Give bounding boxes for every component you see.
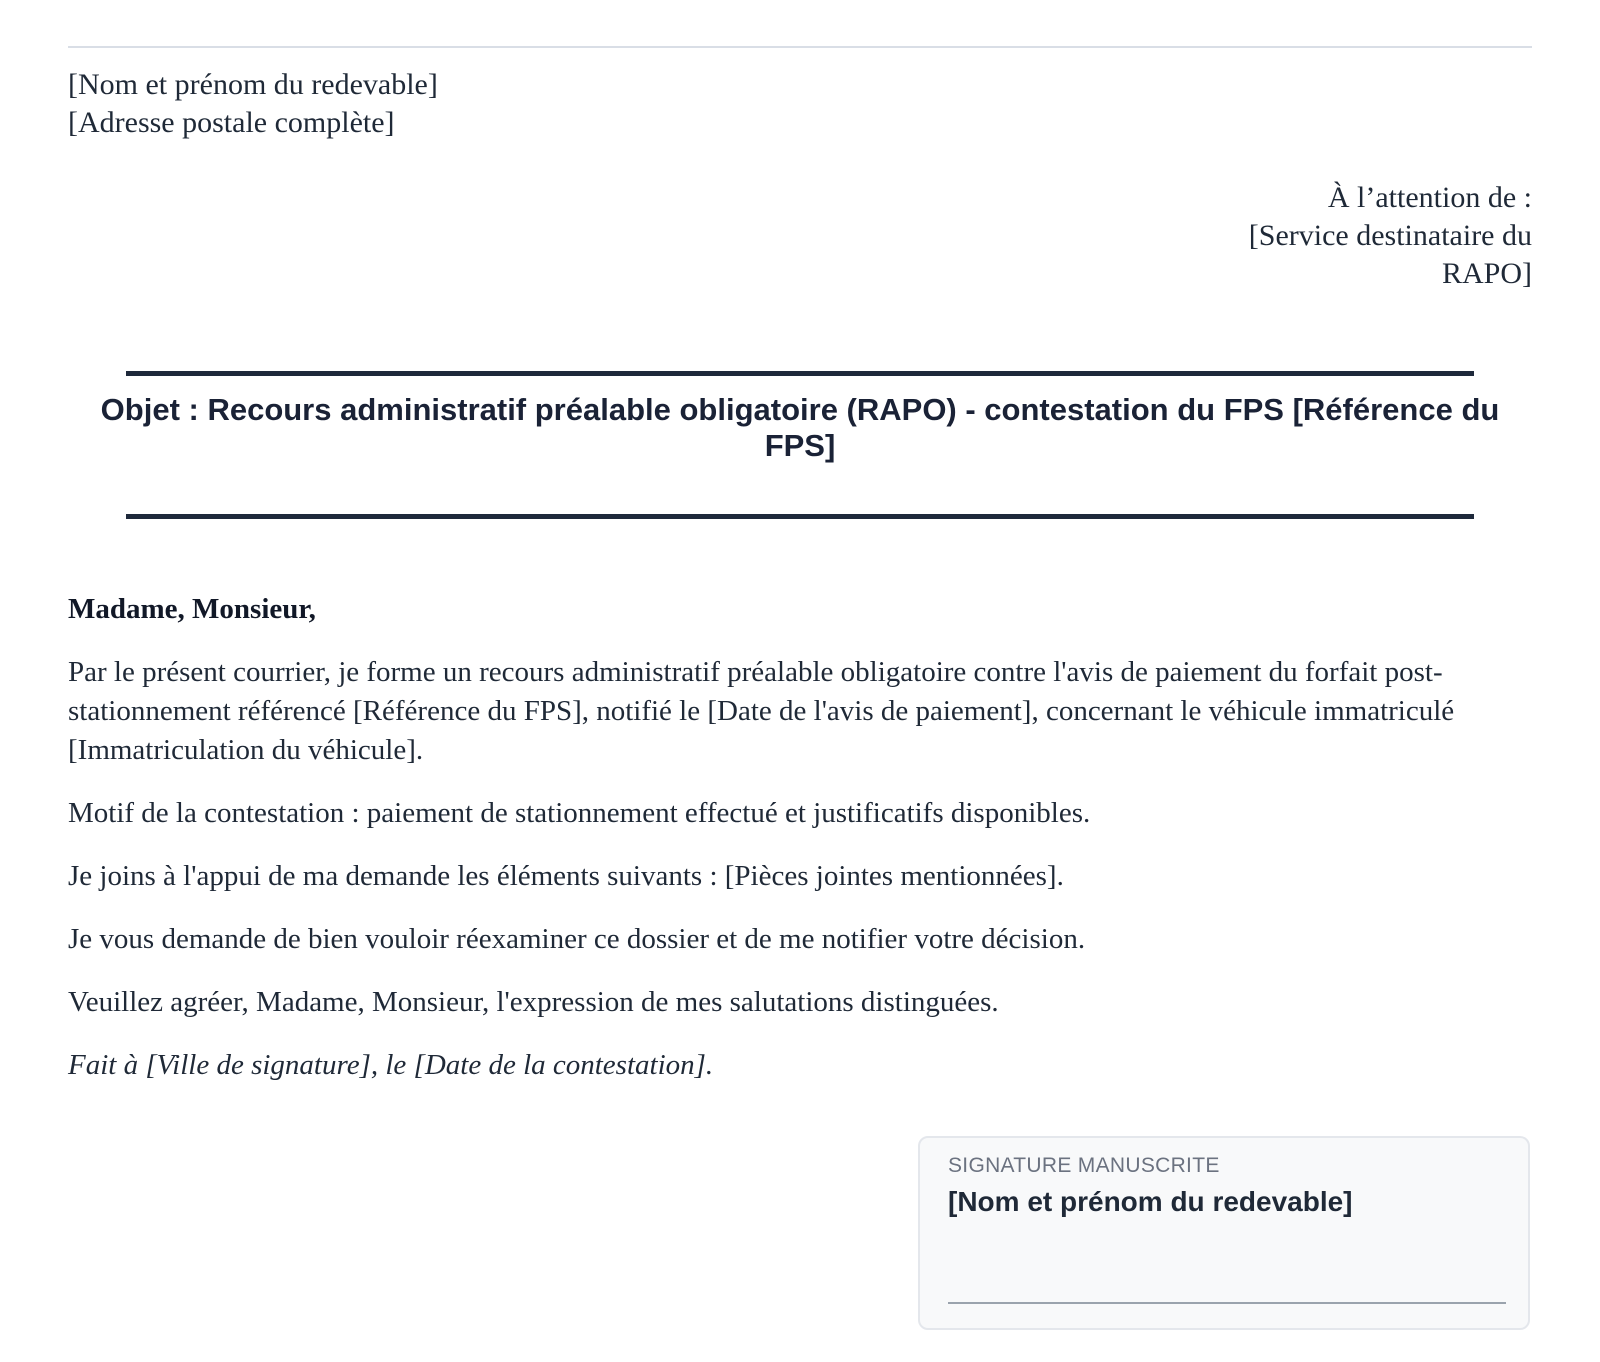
subject-line2: FPS] <box>764 428 836 463</box>
sender-block <box>68 66 438 142</box>
recipient-attention: À l’attention de : <box>1327 181 1532 214</box>
sender-address: [Adresse postale complète] <box>68 106 395 139</box>
recipient-block <box>1112 179 1532 293</box>
signature-line <box>948 1302 1506 1304</box>
body-paragraph-request-review: Je vous demande de bien vouloir réexaminer ce dossier et de me notifier votre décision. <box>68 923 1086 955</box>
subject-line1: Objet : Recours administratif préalable obligatoire (RAPO) - contestation du FPS [Référence du <box>100 392 1500 427</box>
subject-divider-top <box>126 371 1474 376</box>
signature-box <box>918 1136 1530 1330</box>
letter-body <box>68 590 1508 1109</box>
sender-name: [Nom et prénom du redevable] <box>68 68 438 101</box>
body-paragraph-request: Par le présent courrier, je forme un recours administratif préalable obligatoire contre l'avis de paiement du forfait post-stationnement référencé [Référence du FPS], notifié le [Date de l'avis de paiement], concernant le véhicule immatriculé [Immatriculation du véhicule]. <box>68 656 1455 766</box>
closing-place-date: Fait à [Ville de signature], le [Date de la contestation]. <box>68 1049 714 1081</box>
subject-heading <box>30 392 1570 464</box>
salutation: Madame, Monsieur, <box>68 593 316 625</box>
body-paragraph-closing-formula: Veuillez agréer, Madame, Monsieur, l'expression de mes salutations distinguées. <box>68 986 999 1018</box>
body-paragraph-motive: Motif de la contestation : paiement de stationnement effectué et justificatifs disponibles. <box>68 797 1091 829</box>
recipient-service-line1: [Service destinataire du <box>1248 219 1532 252</box>
signature-name: [Nom et prénom du redevable] <box>948 1186 1353 1217</box>
body-paragraph-attachments: Je joins à l'appui de ma demande les éléments suivants : [Pièces jointes mentionnées]. <box>68 860 1064 892</box>
subject-divider-bottom <box>126 514 1474 519</box>
top-divider <box>68 46 1532 48</box>
signature-label: SIGNATURE MANUSCRITE <box>948 1154 1220 1177</box>
recipient-service-line2: RAPO] <box>1441 257 1532 290</box>
